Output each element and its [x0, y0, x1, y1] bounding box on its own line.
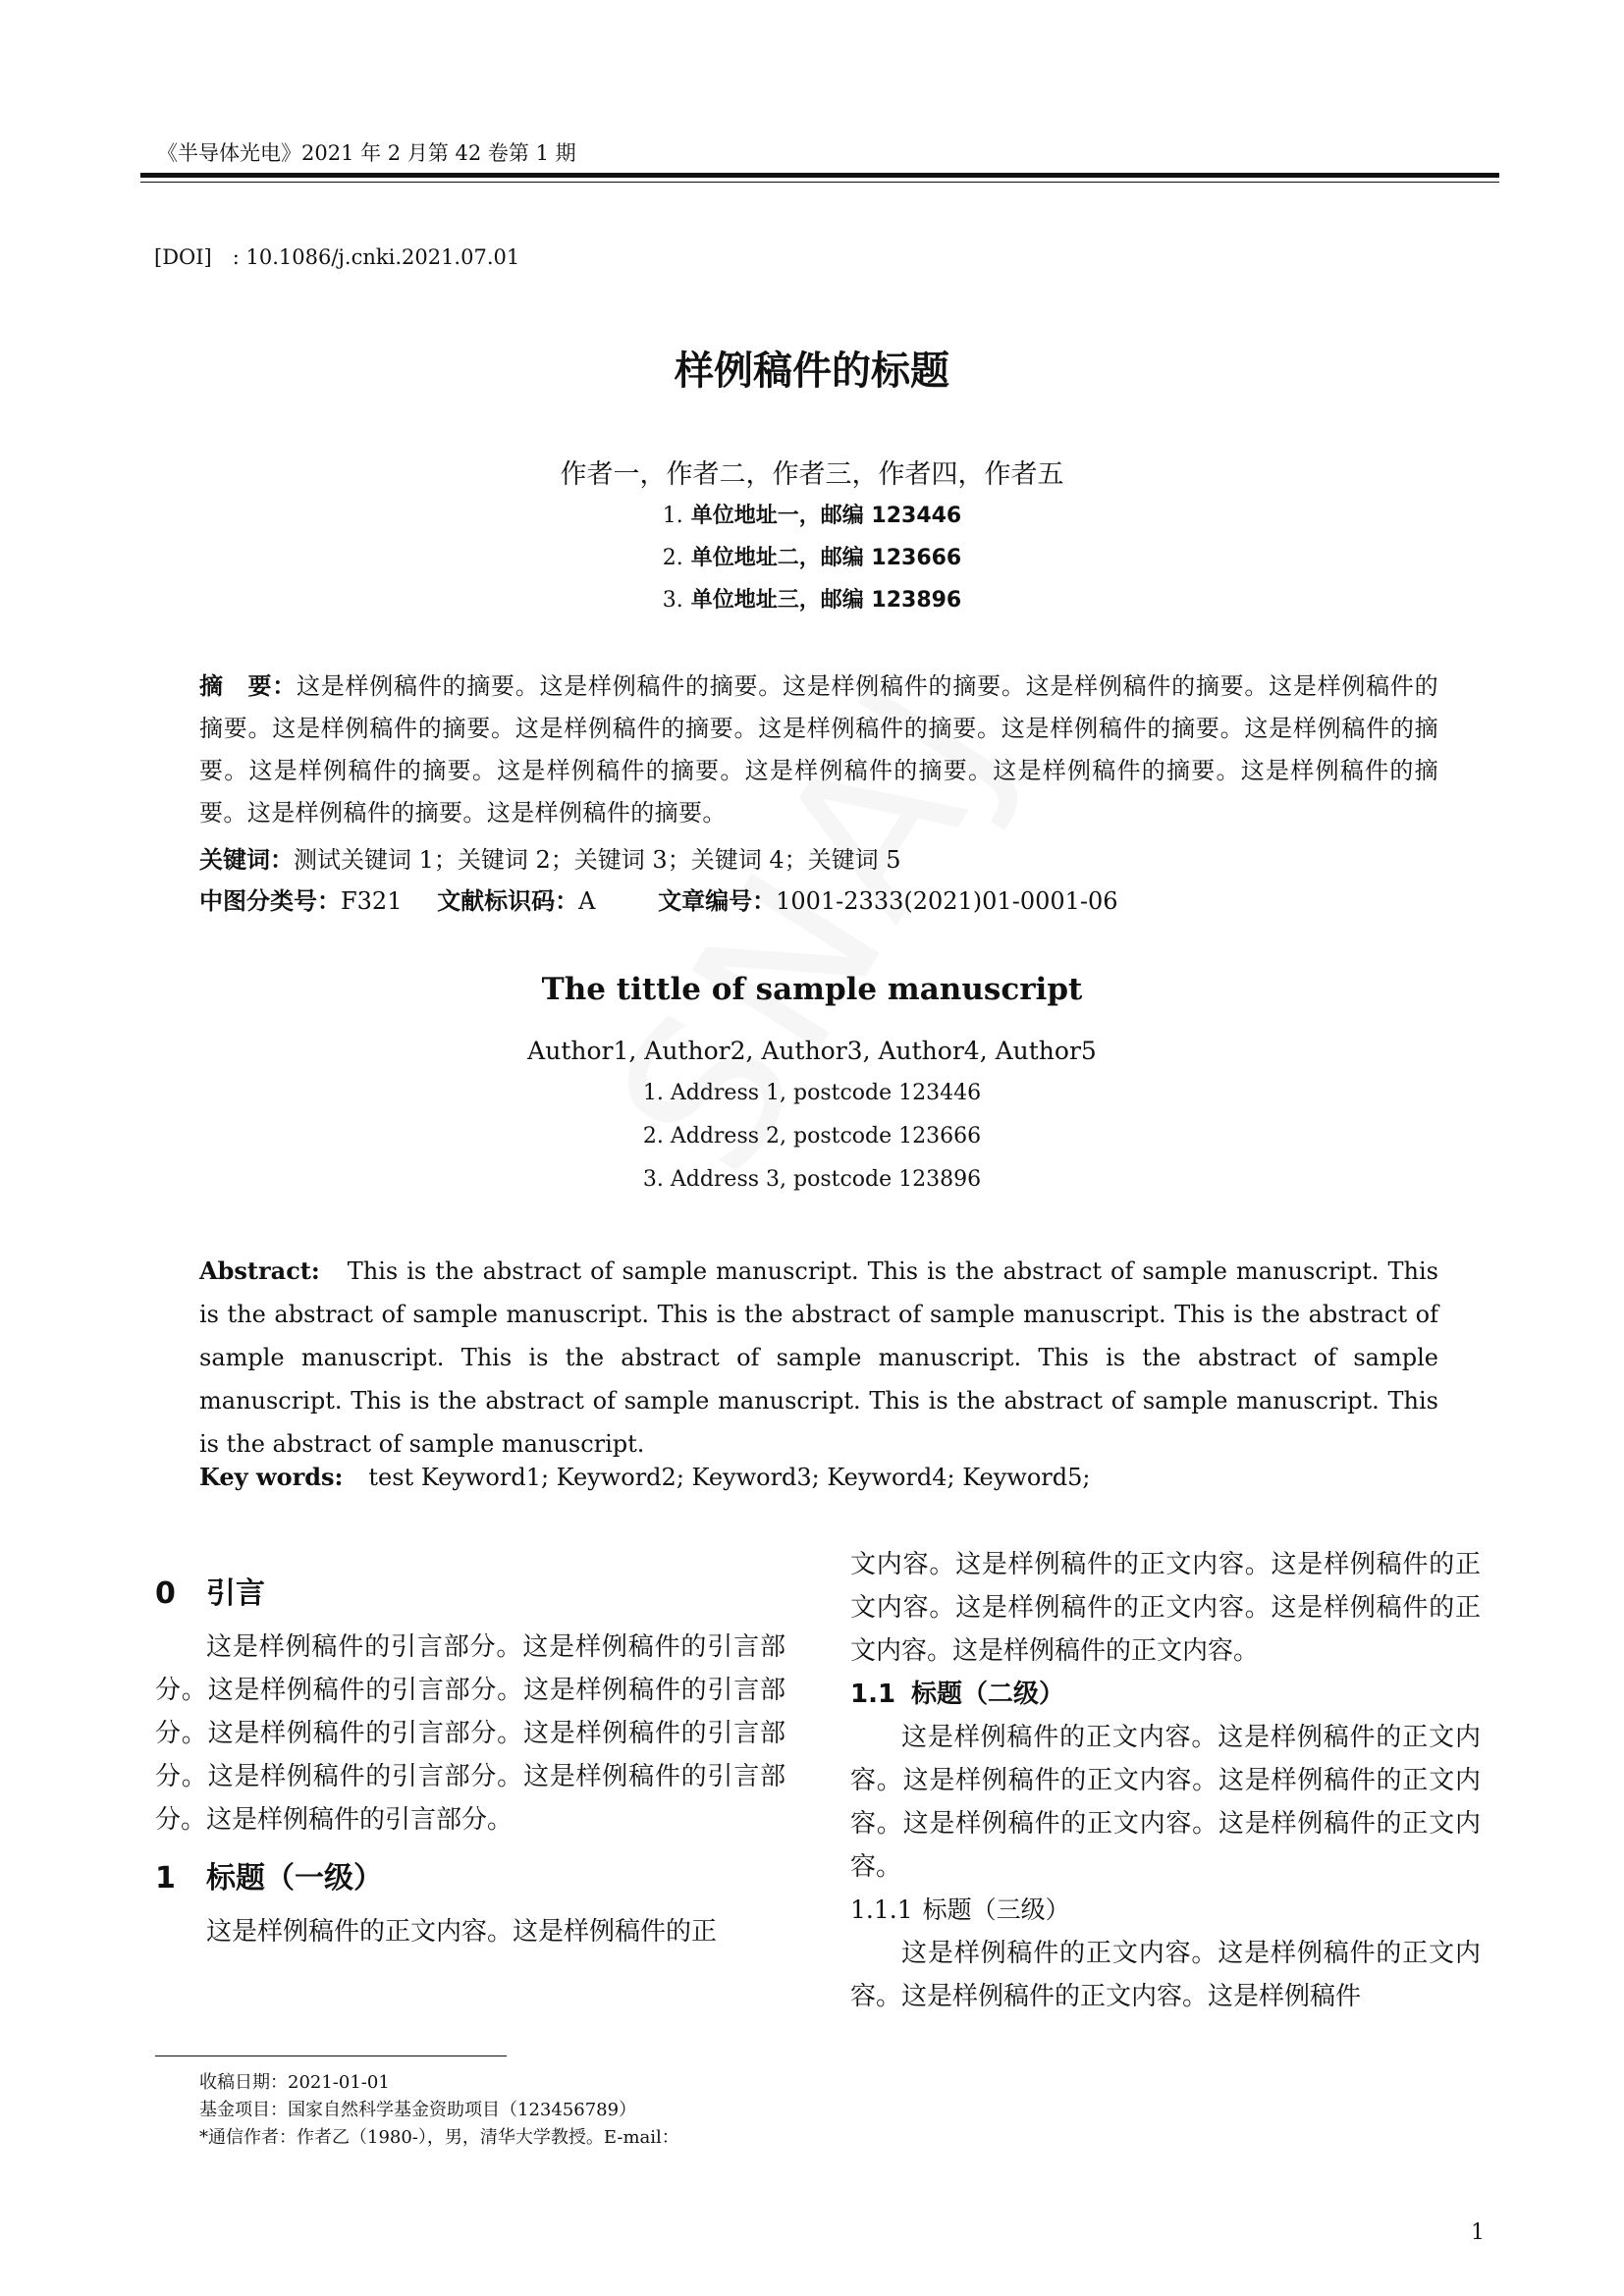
authors-en: Author1, Author2, Author3, Author4, Author5 [527, 1037, 1097, 1065]
section-heading-0: 0 引言 [155, 1576, 265, 1611]
authors-cn: 作者一，作者二，作者三，作者四，作者五 [560, 459, 1064, 490]
affiliation-cn-2: 2. 单位地址二，邮编 123666 [662, 546, 962, 570]
title-en: The tittle of sample manuscript [541, 972, 1083, 1007]
keywords-cn-text: 测试关键词 1；关键词 2；关键词 3；关键词 4；关键词 5 [294, 846, 901, 874]
header-rule-thick [140, 173, 1499, 178]
section-heading-1-1: 1.1 标题（二级） [850, 1680, 1065, 1709]
affiliation-en-2: 2. Address 2, postcode 123666 [642, 1124, 982, 1148]
footnote-fund: 基金项目：国家自然科学基金资助项目（123456789） [199, 2100, 637, 2120]
body-column-left [155, 1563, 785, 1953]
affiliation-cn-1: 1. 单位地址一，邮编 123446 [662, 504, 962, 528]
doc-code-label: 文献标识码： [437, 887, 579, 915]
article-number-label: 文章编号： [658, 887, 777, 915]
keywords-cn-label: 关键词： [199, 846, 294, 874]
abstract-en-text: This is the abstract of sample manuscript. This is the abstract of sample manuscript. This is the abstract of sample manuscript. This is the abstract of sample manuscript. This is the abstract of sample manuscript. This is the abstract of sample manuscript. This is the abstract of sample manuscript. This is the abstract of sample manuscript. This is the abstract of sample manuscript. This is the abstract of sample manuscript. [199, 1257, 1438, 1458]
footnote-received: 收稿日期：2021-01-01 [199, 2072, 390, 2093]
abstract-en-label: Abstract: [199, 1256, 320, 1285]
affiliation-cn-3: 3. 单位地址三，邮编 123896 [662, 588, 962, 613]
header-rule-thin [140, 182, 1499, 183]
clc-value: F321 [341, 887, 403, 915]
footnotes [199, 2069, 679, 2152]
classification-line [199, 881, 1118, 916]
abstract-cn [199, 666, 1438, 834]
keywords-en-text: test Keyword1; Keyword2; Keyword3; Keyword4; Keyword5; [368, 1464, 1091, 1491]
footnote-corresponding: *通信作者：作者乙（1980-），男，清华大学教授。E-mail： [199, 2127, 679, 2148]
keywords-en [199, 1463, 1090, 1491]
doc-code-value: A [578, 887, 596, 915]
section-0-paragraph: 这是样例稿件的引言部分。这是样例稿件的引言部分。这是样例稿件的引言部分。这是样例稿件的引言部分。这是样例稿件的引言部分。这是样例稿件的引言部分。这是样例稿件的引言部分。这是样例稿件的引言部分。这是样例稿件的引言部分。 [155, 1632, 785, 1835]
section-1-1-paragraph: 这是样例稿件的正文内容。这是样例稿件的正文内容。这是样例稿件的正文内容。这是样例稿件的正文内容。这是样例稿件的正文内容。这是样例稿件的正文内容。 [850, 1723, 1481, 1882]
keywords-en-label: Key words: [199, 1463, 344, 1491]
clc-label: 中图分类号： [199, 887, 341, 915]
body-column-right [850, 1543, 1481, 2018]
abstract-cn-label: 摘 要： [199, 672, 298, 700]
affiliation-en-3: 3. Address 3, postcode 123896 [642, 1167, 982, 1192]
article-number-value: 1001-2333(2021)01-0001-06 [776, 887, 1118, 915]
section-1-1-1-paragraph: 这是样例稿件的正文内容。这是样例稿件的正文内容。这是样例稿件的正文内容。这是样例稿件 [850, 1939, 1481, 2011]
doi: [DOI] : 10.1086/j.cnki.2021.07.01 [154, 245, 520, 269]
abstract-cn-text: 这是样例稿件的摘要。这是样例稿件的摘要。这是样例稿件的摘要。这是样例稿件的摘要。这是样例稿件的摘要。这是样例稿件的摘要。这是样例稿件的摘要。这是样例稿件的摘要。这是样例稿件的摘要。这是样例稿件的摘要。这是样例稿件的摘要。这是样例稿件的摘要。这是样例稿件的摘要。这是样例稿件的摘要。这是样例稿件的摘要。这是样例稿件的摘要。这是样例稿件的摘要。 [199, 672, 1438, 827]
running-head: 《半导体光电》2021 年 2 月第 42 卷第 1 期 [157, 141, 576, 165]
affiliation-en-1: 1. Address 1, postcode 123446 [642, 1081, 982, 1105]
page-number: 1 [1471, 2220, 1485, 2245]
section-heading-1: 1 标题（一级） [155, 1861, 383, 1896]
section-1-paragraph-continued: 文内容。这是样例稿件的正文内容。这是样例稿件的正文内容。这是样例稿件的正文内容。这是样例稿件的正文内容。这是样例稿件的正文内容。 [850, 1550, 1481, 1666]
section-1-paragraph: 这是样例稿件的正文内容。这是样例稿件的正 [206, 1917, 718, 1947]
title-cn: 样例稿件的标题 [675, 348, 949, 394]
section-heading-1-1-1: 1.1.1 标题（三级） [850, 1896, 1070, 1924]
keywords-cn [199, 840, 901, 875]
abstract-en [199, 1250, 1438, 1466]
